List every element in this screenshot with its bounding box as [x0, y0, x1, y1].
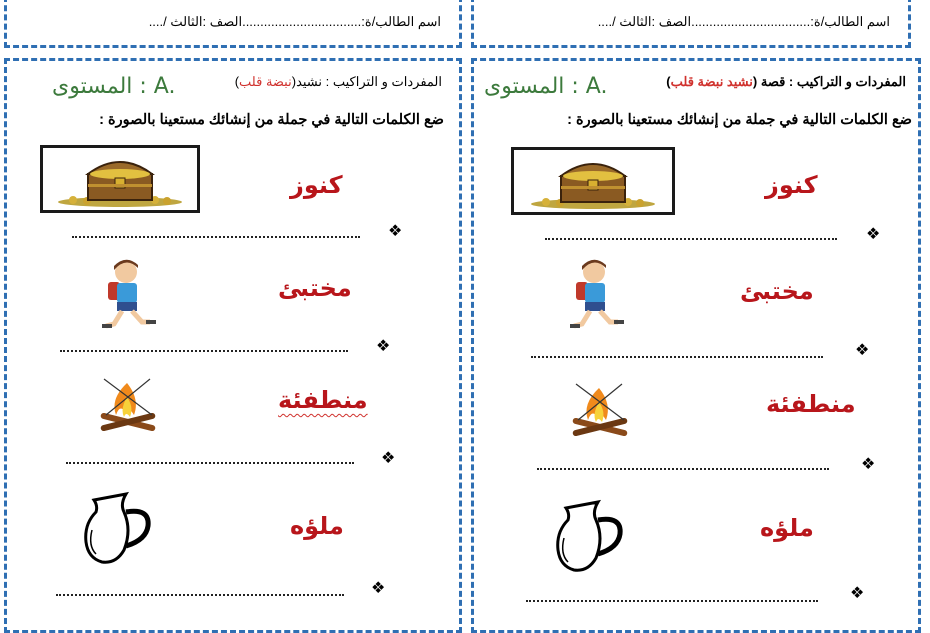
- word-mil-uh: ملؤه: [760, 514, 814, 542]
- word-mukhtabi: مختبئ: [278, 274, 352, 302]
- student-name-field: اسم الطالب/ة:.................................: [242, 14, 441, 29]
- right-instruction: ضع الكلمات التالية في جملة من إنشائك مستعينا بالصورة :: [567, 112, 912, 128]
- word-mukhtabi: مختبئ: [740, 277, 814, 305]
- word-kunuz: كنوز: [765, 171, 818, 199]
- jug-icon: [80, 490, 156, 570]
- student-name-field: اسم الطالب/ة:.................................: [691, 14, 890, 29]
- word-muntafia: منطفئة: [278, 386, 368, 414]
- hiding-boy-icon: [562, 258, 628, 330]
- bullet-icon: ❖: [861, 454, 876, 473]
- extinguished-fire-icon: [564, 380, 634, 444]
- extinguished-fire-icon: [92, 375, 162, 439]
- left-level: المستوى : A.: [52, 74, 176, 99]
- class-field: الصف :الثالث /....: [597, 14, 692, 29]
- bullet-icon: ❖: [866, 224, 881, 243]
- treasure-chest-frame: [511, 147, 675, 215]
- left-header-box: [4, 0, 462, 48]
- bullet-icon: ❖: [850, 583, 865, 602]
- treasure-chest-icon: [43, 148, 197, 210]
- right-level: المستوى : A.: [484, 74, 608, 99]
- class-field: الصف :الثالث /....: [148, 14, 243, 29]
- answer-line-1[interactable]: [72, 236, 360, 238]
- answer-line-2[interactable]: [531, 356, 823, 358]
- word-kunuz: كنوز: [290, 171, 343, 199]
- answer-line-1[interactable]: [545, 238, 837, 240]
- answer-line-3[interactable]: [66, 462, 354, 464]
- answer-line-4[interactable]: [56, 594, 344, 596]
- bullet-icon: ❖: [376, 336, 391, 355]
- bullet-icon: ❖: [855, 340, 870, 359]
- left-instruction: ضع الكلمات التالية في جملة من إنشائك مستعينا بالصورة :: [99, 112, 444, 128]
- bullet-icon: ❖: [388, 221, 403, 240]
- left-subtitle: المفردات و التراكيب : نشيد(نبضة قلب): [234, 74, 442, 89]
- right-subtitle: المفردات و التراكيب : قصة (نشيد نبضة قلب): [666, 74, 906, 89]
- treasure-chest-frame: [40, 145, 200, 213]
- jug-icon: [552, 498, 628, 578]
- answer-line-3[interactable]: [537, 468, 829, 470]
- treasure-chest-icon: [514, 150, 672, 212]
- right-worksheet: [471, 58, 921, 633]
- word-muntafia: منطفئة: [766, 390, 856, 418]
- right-header-box: [471, 0, 911, 48]
- answer-line-4[interactable]: [526, 600, 818, 602]
- hiding-boy-icon: [94, 258, 160, 330]
- bullet-icon: ❖: [381, 448, 396, 467]
- answer-line-2[interactable]: [60, 350, 348, 352]
- word-mil-uh: ملؤه: [290, 512, 344, 540]
- bullet-icon: ❖: [371, 578, 386, 597]
